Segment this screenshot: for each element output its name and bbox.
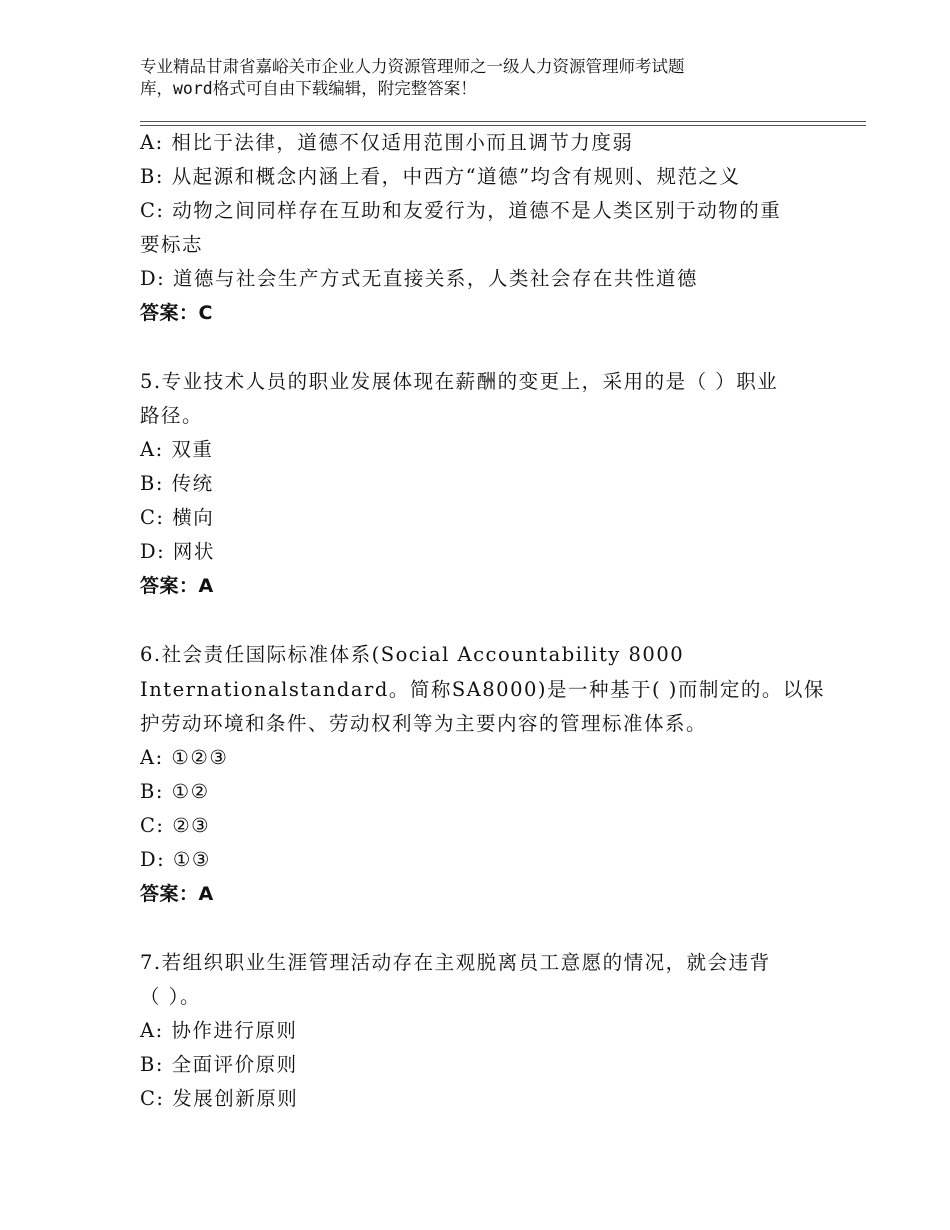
q5-option-c: C: 横向 [140,506,215,529]
q6-stem-line-2: Internationalstandard。简称SA8000)是一种基于( )而制定的。以保 [140,678,825,701]
q6-stem-line-3: 护劳动环境和条件、劳动权利等为主要内容的管理标准体系。 [140,712,708,735]
q6-option-a: A: ①②③ [140,746,229,769]
q5-stem-line-2: 路径。 [140,404,204,427]
q5-option-b: B: 传统 [140,472,214,495]
q6-option-d: D: ①③ [140,848,211,871]
q5-answer: 答案：A [140,575,214,597]
q4-option-c-line-2: 要标志 [140,233,204,256]
q4-option-c-line-1: C: 动物之间同样存在互助和友爱行为，道德不是人类区别于动物的重 [140,199,782,222]
q4-option-d: D: 道德与社会生产方式无直接关系，人类社会存在共性道德 [140,267,698,290]
q5-option-a: A: 双重 [140,438,214,461]
q7-stem-line-1: 7.若组织职业生涯管理活动存在主观脱离员工意愿的情况，就会违背 [140,951,771,974]
q5-option-d: D: 网状 [140,540,215,563]
q6-option-b: B: ①② [140,780,210,803]
q4-answer: 答案：C [140,302,213,324]
q4-option-b: B: 从起源和概念内涵上看，中西方“道德”均含有规则、规范之义 [140,165,741,188]
header-title-line-2: 库，word格式可自由下载编辑，附完整答案！ [140,79,477,98]
q7-option-a: A: 协作进行原则 [140,1019,298,1042]
document-header [140,56,790,100]
q7-option-b: B: 全面评价原则 [140,1053,298,1076]
header-title-line-1: 专业精品甘肃省嘉峪关市企业人力资源管理师之一级人力资源管理师考试题 [140,57,685,76]
q6-stem-line-1: 6.社会责任国际标准体系(Social Accountability 8000 [140,643,685,666]
q7-stem-line-2: （ ）。 [140,985,201,1008]
q5-stem-line-1: 5.专业技术人员的职业发展体现在薪酬的变更上，采用的是（ ）职业 [140,370,779,393]
q6-option-c: C: ②③ [140,814,211,837]
header-divider-top [140,121,866,122]
q6-answer: 答案：A [140,883,214,905]
q4-option-a: A: 相比于法律，道德不仅适用范围小而且调节力度弱 [140,131,634,154]
q7-option-c: C: 发展创新原则 [140,1087,299,1110]
